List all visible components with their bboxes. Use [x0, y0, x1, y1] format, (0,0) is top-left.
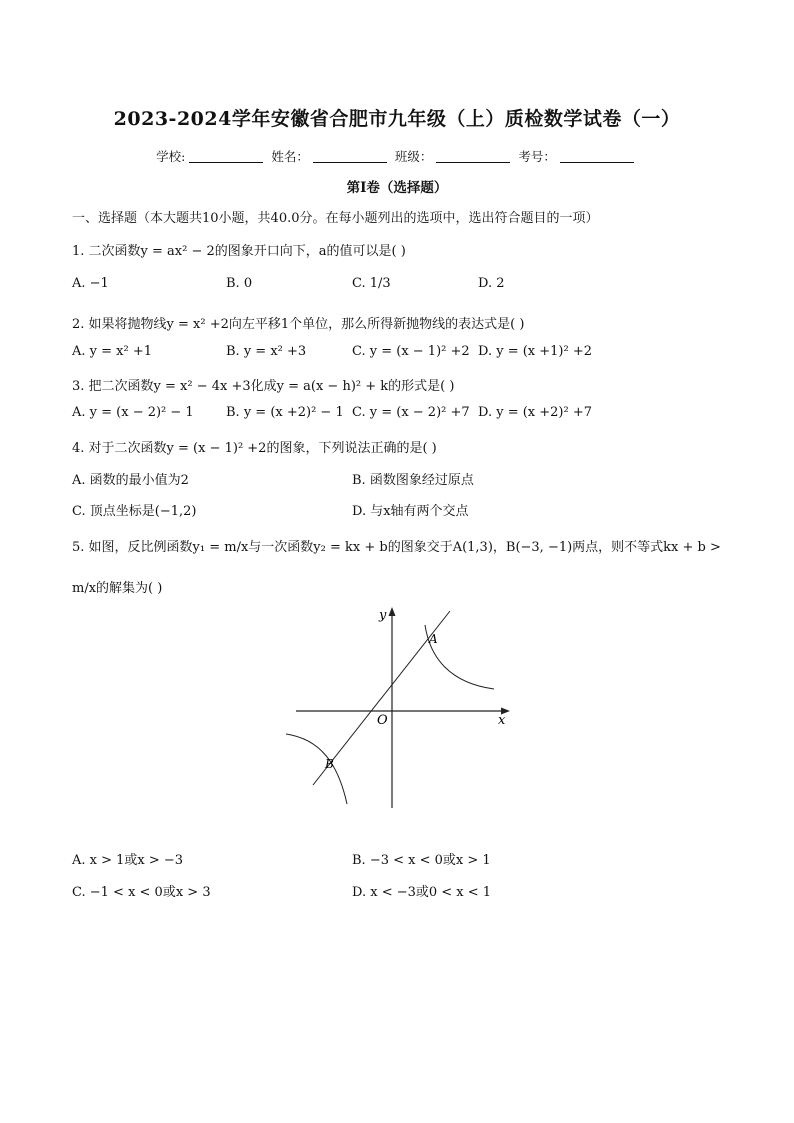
- x-axis-label: x: [498, 713, 506, 728]
- exam-title: 2023-2024学年安徽省合肥市九年级（上）质检数学试卷（一）: [113, 108, 681, 130]
- y-axis-label: y: [379, 608, 387, 623]
- question-2-option-b: B. y = x² +3: [226, 344, 307, 359]
- school-blank: [189, 150, 263, 163]
- function-graph-figure: [280, 603, 520, 818]
- question-4-stem: 4. 对于二次函数y = (x − 1)² +2的图象，下列说法正确的是( ): [72, 441, 437, 456]
- question-4-option-d: D. 与x轴有两个交点: [352, 504, 469, 519]
- question-1-option-b: B. 0: [226, 276, 253, 291]
- question-1-option-a: A. −1: [72, 276, 109, 291]
- question-5-option-b: B. −3 < x < 0或x > 1: [352, 853, 491, 868]
- question-4-option-c: C. 顶点坐标是(−1,2): [72, 504, 197, 519]
- number-label: 考号：: [518, 149, 556, 164]
- question-5-stem-continued: m/x的解集为( ): [72, 581, 163, 596]
- question-5-option-d: D. x < −3或0 < x < 1: [352, 885, 492, 900]
- question-2-option-c: C. y = (x − 1)² +2: [352, 344, 470, 359]
- question-5-stem: 5. 如图，反比例函数y₁ = m/x与一次函数y₂ = kx + b的图象交于A(1,3)，B(−3, −1)两点，则不等式kx + b >: [72, 540, 721, 555]
- question-3-option-d: D. y = (x +2)² +7: [478, 405, 593, 420]
- name-blank: [313, 150, 387, 163]
- question-3-option-c: C. y = (x − 2)² +7: [352, 405, 470, 420]
- class-label: 班级：: [394, 149, 433, 164]
- point-b-label: B: [325, 757, 334, 771]
- question-1-option-d: D. 2: [478, 276, 505, 291]
- section-description: 一、选择题（本大题共10小题，共40.0分。在每小题列出的选项中，选出符合题目的一项）: [72, 211, 599, 226]
- part-title: 第I卷（选择题）: [346, 180, 448, 196]
- question-3-option-b: B. y = (x +2)² − 1: [226, 405, 344, 420]
- question-2-stem: 2. 如果将抛物线y = x² +2向左平移1个单位，那么所得新抛物线的表达式是( ): [72, 317, 525, 332]
- question-3-option-a: A. y = (x − 2)² − 1: [72, 405, 194, 420]
- hyperbola-branch-third-quadrant: [286, 734, 347, 804]
- origin-label: O: [377, 713, 388, 728]
- question-2-option-d: D. y = (x +1)² +2: [478, 344, 593, 359]
- point-a-label: A: [429, 632, 438, 646]
- question-2-option-a: A. y = x² +1: [72, 344, 152, 359]
- question-1-stem: 1. 二次函数y = ax² − 2的图象开口向下，a的值可以是( ): [72, 244, 406, 259]
- student-info-line: [0, 147, 794, 165]
- question-5-option-c: C. −1 < x < 0或x > 3: [72, 885, 211, 900]
- name-label: 姓名：: [271, 149, 309, 164]
- question-5-option-a: A. x > 1或x > −3: [72, 853, 184, 868]
- class-blank: [436, 150, 510, 163]
- question-3-stem: 3. 把二次函数y = x² − 4x +3化成y = a(x − h)² + k的形式是( ): [72, 379, 455, 394]
- school-label: 学校:: [156, 149, 186, 164]
- y-axis-arrow: [389, 607, 396, 616]
- question-4-option-a: A. 函数的最小值为2: [72, 473, 189, 488]
- question-1-option-c: C. 1/3: [352, 276, 391, 291]
- number-blank: [560, 150, 634, 163]
- question-4-option-b: B. 函数图象经过原点: [352, 473, 474, 488]
